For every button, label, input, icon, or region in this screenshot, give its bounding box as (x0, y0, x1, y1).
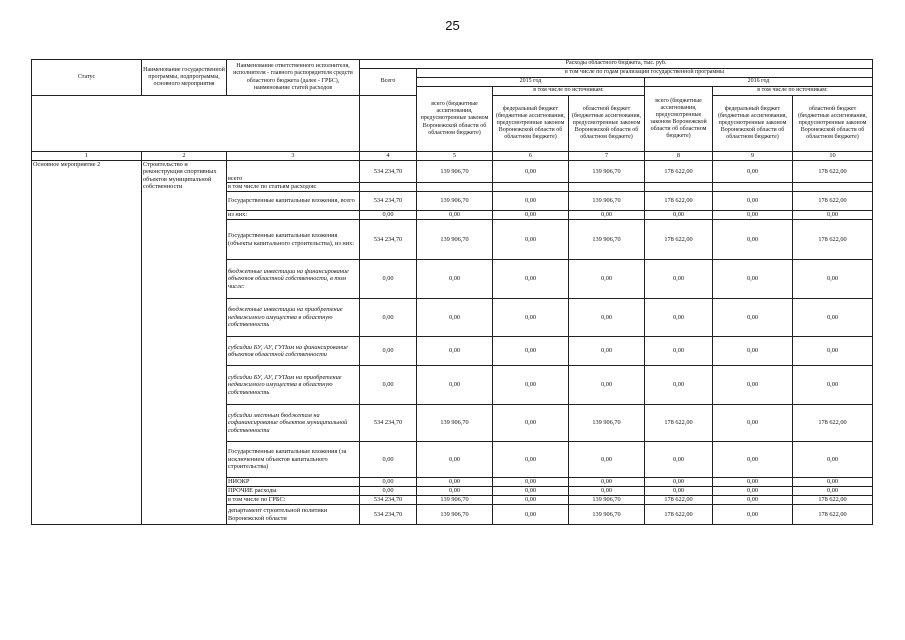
value-cell: 139 906,70 (569, 161, 645, 183)
value-cell: 0,00 (713, 366, 793, 405)
value-cell: 139 906,70 (569, 405, 645, 442)
value-cell: 139 906,70 (417, 220, 493, 260)
col-number: 1 (32, 152, 142, 161)
row-label: Государственные капитальные вложения (за исключением объектов капитального строительства) (227, 442, 360, 478)
budget-table (31, 59, 873, 525)
value-cell: 178 622,00 (793, 161, 873, 183)
header-col-reg-2016: областной бюджет (бюджетные ассигнования, предусмотренные законом Воронежской области об областном бюджете) (793, 96, 873, 152)
col-number: 2 (142, 152, 227, 161)
value-cell: 178 622,00 (793, 405, 873, 442)
row-label: всего (227, 161, 360, 183)
value-cell: 0,00 (493, 487, 569, 496)
value-cell: 0,00 (569, 487, 645, 496)
header-col-fed-2016: федеральный бюджет (бюджетные ассигнования, предусмотренные законом Воронежской области об областном бюджете) (713, 96, 793, 152)
value-cell: 0,00 (417, 366, 493, 405)
value-cell: 0,00 (493, 220, 569, 260)
value-cell: 0,00 (645, 299, 713, 337)
value-cell: 534 234,70 (360, 496, 417, 505)
value-cell: 0,00 (645, 478, 713, 487)
value-cell: 0,00 (569, 260, 645, 299)
value-cell: 534 234,70 (360, 405, 417, 442)
value-cell: 0,00 (417, 442, 493, 478)
value-cell: 0,00 (793, 260, 873, 299)
value-cell: 0,00 (645, 260, 713, 299)
value-cell: 0,00 (493, 442, 569, 478)
value-cell: 0,00 (493, 496, 569, 505)
row-label: субсидии БУ, АУ, ГУПам на финансирование объектов областной собственности (227, 337, 360, 366)
col-number: 9 (713, 152, 793, 161)
value-cell: 0,00 (569, 442, 645, 478)
value-cell (493, 183, 569, 192)
value-cell: 0,00 (713, 487, 793, 496)
col-number: 3 (227, 152, 360, 161)
header-col-fed-2015: федеральный бюджет (бюджетные ассигнования, предусмотренные законом Воронежской области об областном бюджете) (493, 96, 569, 152)
value-cell: 0,00 (360, 442, 417, 478)
value-cell: 178 622,00 (645, 496, 713, 505)
value-cell: 0,00 (493, 260, 569, 299)
row-label: субсидии БУ, АУ, ГУПам на приобретение недвижимого имущества в областную собственность (227, 366, 360, 405)
value-cell: 0,00 (417, 337, 493, 366)
row-label: бюджетные инвестиции на приобретение недвижимого имущества в областную собственность (227, 299, 360, 337)
value-cell: 139 906,70 (569, 192, 645, 211)
value-cell: 0,00 (713, 299, 793, 337)
value-cell: 0,00 (645, 211, 713, 220)
col-number: 4 (360, 152, 417, 161)
value-cell: 0,00 (713, 496, 793, 505)
value-cell: 178 622,00 (793, 496, 873, 505)
value-cell: 0,00 (417, 487, 493, 496)
value-cell: 0,00 (493, 161, 569, 183)
row-label: в том числе по статьям расходов: (227, 183, 360, 192)
header-spacer (32, 96, 360, 152)
value-cell: 139 906,70 (417, 192, 493, 211)
value-cell (645, 183, 713, 192)
value-cell (360, 183, 417, 192)
value-cell: 0,00 (493, 211, 569, 220)
value-cell: 0,00 (493, 192, 569, 211)
value-cell: 0,00 (645, 442, 713, 478)
row-label: Государственные капитальные вложения, всего (227, 192, 360, 211)
row-label: бюджетные инвестиции на финансирование объектов областной собственности, в том числе: (227, 260, 360, 299)
value-cell: 534 234,70 (360, 220, 417, 260)
col-number: 8 (645, 152, 713, 161)
header-sources-2015: в том числе по источникам: (493, 87, 645, 96)
value-cell: 139 906,70 (417, 161, 493, 183)
value-cell (569, 183, 645, 192)
col-number: 10 (793, 152, 873, 161)
value-cell: 534 234,70 (360, 161, 417, 183)
row-label: департамент строительной политики Воронежской области (227, 505, 360, 525)
header-col-all-2015: всего (бюджетные ассигнования, предусмотренные законом Воронежской области об областном бюджете) (417, 87, 493, 152)
row-label: ПРОЧИЕ расходы (227, 487, 360, 496)
value-cell: 0,00 (713, 505, 793, 525)
value-cell: 178 622,00 (793, 220, 873, 260)
header-year-2016: 2016 год (645, 78, 873, 87)
value-cell: 139 906,70 (417, 405, 493, 442)
value-cell: 0,00 (417, 299, 493, 337)
value-cell: 0,00 (793, 442, 873, 478)
header-by-years: в том числе по годам реализации государственной программы (417, 69, 873, 78)
page-number: 25 (445, 18, 460, 33)
value-cell: 0,00 (645, 487, 713, 496)
value-cell: 534 234,70 (360, 192, 417, 211)
value-cell: 0,00 (713, 192, 793, 211)
value-cell: 0,00 (417, 478, 493, 487)
table-row (32, 161, 873, 183)
value-cell: 178 622,00 (645, 505, 713, 525)
value-cell: 0,00 (793, 478, 873, 487)
header-executor-name: Наименование ответственного исполнителя, исполнителя - главного распорядителя средств областного бюджета (далее - ГРБС), наименование статей расходов (227, 60, 360, 96)
row-label: субсидии местным бюджетам на софинансирование объектов муниципальной собственности (227, 405, 360, 442)
value-cell: 178 622,00 (645, 161, 713, 183)
value-cell: 0,00 (713, 260, 793, 299)
value-cell: 534 234,70 (360, 505, 417, 525)
value-cell (713, 183, 793, 192)
value-cell: 139 906,70 (569, 220, 645, 260)
col-number: 5 (417, 152, 493, 161)
value-cell: 0,00 (493, 478, 569, 487)
value-cell: 139 906,70 (569, 505, 645, 525)
value-cell: 0,00 (713, 220, 793, 260)
value-cell: 0,00 (569, 211, 645, 220)
value-cell: 0,00 (793, 337, 873, 366)
row-label: в том числе по ГРБС: (227, 496, 360, 505)
header-spacer-total (360, 96, 417, 152)
header-year-2015: 2015 год (417, 78, 645, 87)
value-cell: 0,00 (645, 337, 713, 366)
value-cell: 139 906,70 (417, 496, 493, 505)
header-col-reg-2015: областной бюджет (бюджетные ассигнования, предусмотренные законом Воронежской области об областном бюджете) (569, 96, 645, 152)
header-expenses-title: Расходы областного бюджета, тыс. руб. (360, 60, 873, 69)
value-cell: 0,00 (360, 487, 417, 496)
value-cell: 0,00 (793, 299, 873, 337)
value-cell: 0,00 (417, 260, 493, 299)
value-cell: 178 622,00 (793, 192, 873, 211)
value-cell: 0,00 (713, 478, 793, 487)
header-total: Всего (360, 69, 417, 96)
value-cell: 0,00 (360, 299, 417, 337)
value-cell: 0,00 (493, 366, 569, 405)
value-cell: 0,00 (793, 211, 873, 220)
header-col-all-2016: всего (бюджетные ассигнования, предусмотренные законом Воронежской области об областном бюджете) (645, 87, 713, 152)
value-cell: 0,00 (360, 337, 417, 366)
header-sources-2016: в том числе по источникам: (713, 87, 873, 96)
value-cell (417, 183, 493, 192)
value-cell: 0,00 (645, 366, 713, 405)
value-cell: 0,00 (713, 161, 793, 183)
value-cell: 0,00 (360, 478, 417, 487)
value-cell (793, 183, 873, 192)
value-cell: 0,00 (793, 487, 873, 496)
value-cell: 0,00 (569, 299, 645, 337)
value-cell: 0,00 (360, 366, 417, 405)
value-cell: 0,00 (360, 211, 417, 220)
value-cell: 0,00 (713, 442, 793, 478)
program-cell: Строительство и реконструкция спортивных объектов муниципальной собственности (142, 161, 227, 525)
status-cell: Основное мероприятие 2 (32, 161, 142, 525)
value-cell: 0,00 (713, 211, 793, 220)
value-cell: 178 622,00 (645, 220, 713, 260)
value-cell: 139 906,70 (417, 505, 493, 525)
value-cell: 178 622,00 (645, 405, 713, 442)
value-cell: 0,00 (569, 337, 645, 366)
value-cell: 0,00 (713, 337, 793, 366)
row-label: Государственные капитальные вложения (объекты капитального строительства), из них: (227, 220, 360, 260)
value-cell: 0,00 (493, 505, 569, 525)
value-cell: 139 906,70 (569, 496, 645, 505)
value-cell: 0,00 (713, 405, 793, 442)
row-label: НИОКР (227, 478, 360, 487)
col-number: 6 (493, 152, 569, 161)
row-label: из них: (227, 211, 360, 220)
value-cell: 0,00 (793, 366, 873, 405)
value-cell: 0,00 (493, 405, 569, 442)
value-cell: 0,00 (493, 337, 569, 366)
value-cell: 178 622,00 (645, 192, 713, 211)
col-number: 7 (569, 152, 645, 161)
header-program-name: Наименование государственной программы, подпрограммы, основного мероприятия (142, 60, 227, 96)
value-cell: 0,00 (417, 211, 493, 220)
value-cell: 0,00 (569, 478, 645, 487)
header-status: Статус (32, 60, 142, 96)
value-cell: 0,00 (360, 260, 417, 299)
value-cell: 0,00 (493, 299, 569, 337)
value-cell: 0,00 (569, 366, 645, 405)
value-cell: 178 622,00 (793, 505, 873, 525)
